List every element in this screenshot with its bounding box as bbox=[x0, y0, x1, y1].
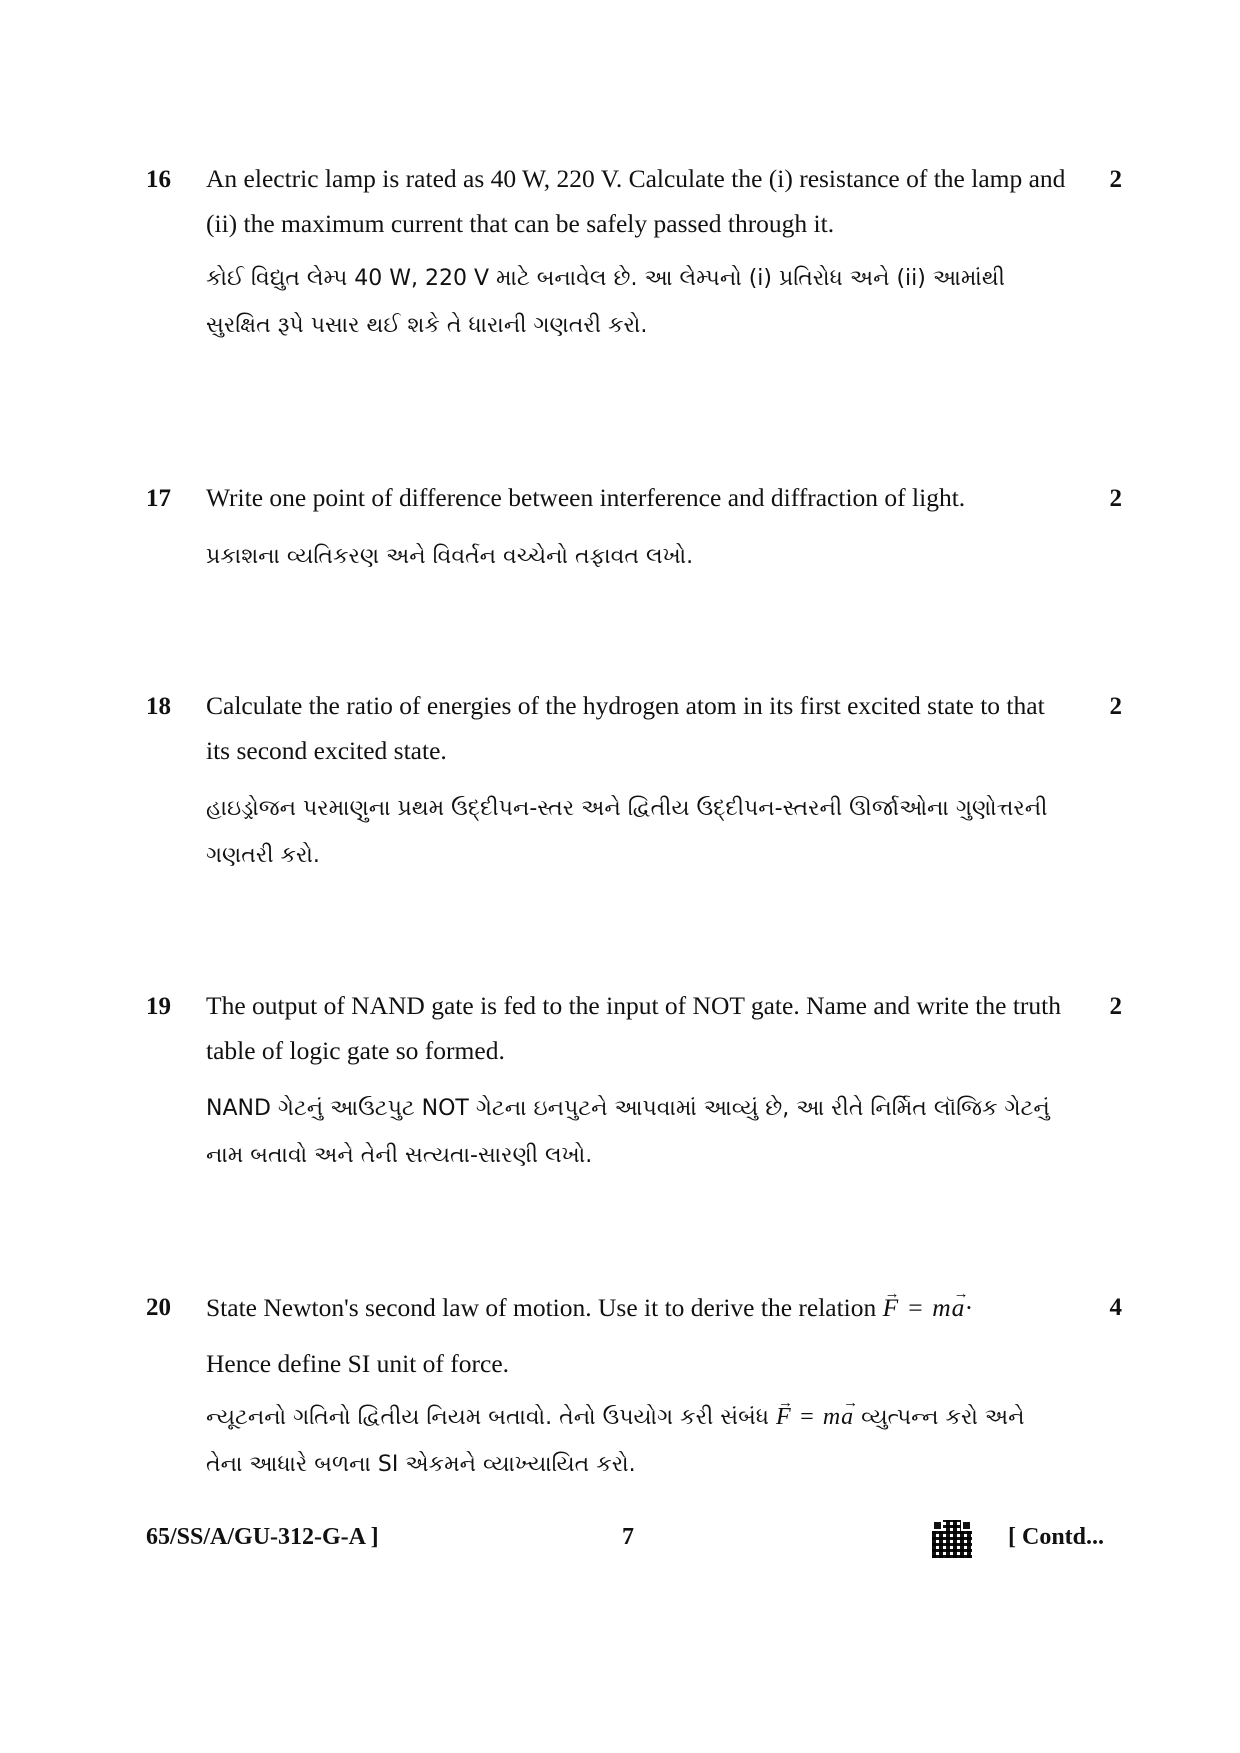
vector-a: → a bbox=[841, 1394, 854, 1441]
question-text-english: Write one point of difference between interference and diffraction of light. bbox=[206, 483, 966, 512]
question-text-english bbox=[206, 1280, 1066, 1392]
question-text-gujarati: હાઇડ્રોજન પરમાણુના પ્રથમ ઉદ્દીપન-સ્તર અને દ્વિતીય ઉદ્દીપન-સ્તરની ઊર્જાઓના ગુણોત્તરની ગણતરી કરો. bbox=[206, 796, 1048, 868]
question-text-gujarati-part1: ન્યૂટનનો ગતિનો દ્વિતીય નિયમ બતાવો. તેનો ઉપયોગ કરી સંબંધ bbox=[206, 1405, 769, 1430]
question-number: 20 bbox=[146, 1294, 171, 1321]
page-footer bbox=[0, 1524, 1240, 1564]
vector-a: → a bbox=[952, 1280, 966, 1336]
equation-mass: m bbox=[932, 1293, 952, 1322]
equation-equals: = bbox=[791, 1404, 823, 1430]
question-number: 17 bbox=[146, 485, 171, 512]
question-text-english: An electric lamp is rated as 40 W, 220 V. Calculate the (i) resistance of the lamp and (ii) the maximum current that can be safely passed through it. bbox=[206, 164, 1066, 238]
question-number: 18 bbox=[146, 693, 171, 720]
question-text-english: Calculate the ratio of energies of the hydrogen atom in its first excited state to that its second excited state. bbox=[206, 691, 1045, 765]
question-marks: 2 bbox=[1109, 993, 1122, 1020]
question-marks: 2 bbox=[1109, 485, 1122, 512]
equation-mass: m bbox=[822, 1404, 842, 1430]
question-text-english-part2: Hence define SI unit of force. bbox=[206, 1349, 510, 1378]
question-text-gujarati-part2: વ્યુત્પન્ન કરો અને તેના આધારે બળના SI એકમને વ્યાખ્યાયિત કરો. bbox=[206, 1405, 1025, 1477]
vector-f: → F bbox=[883, 1280, 900, 1336]
equation-equals: = bbox=[899, 1293, 933, 1322]
paper-code: 65/SS/A/GU-312-G-A ] bbox=[146, 1524, 379, 1550]
question-text-gujarati: કોઈ વિદ્યુત લેમ્પ 40 W, 220 V માટે બનાવેલ છે. આ લેમ્પનો (i) પ્રતિરોધ અને (ii) આમાંથી સુરક્ષિત રૂપે પસાર થઈ શકે તે ધારાની ગણતરી કરો. bbox=[206, 266, 1005, 338]
question-marks: 2 bbox=[1109, 693, 1122, 720]
continued-label: [ Contd... bbox=[1008, 1524, 1105, 1550]
qr-code-icon bbox=[932, 1520, 972, 1558]
question-text-gujarati: NAND ગેટનું આઉટપુટ NOT ગેટના ઇનપુટને આપવામાં આવ્યું છે, આ રીતે નિર્મિત લૉજિક ગેટનું નામ બતાવો અને તેની સત્યતા-સારણી લખો. bbox=[206, 1096, 1050, 1168]
question-text-english: The output of NAND gate is fed to the input of NOT gate. Name and write the truth table of logic gate so formed. bbox=[206, 991, 1061, 1065]
question-marks: 4 bbox=[1109, 1294, 1122, 1321]
question-text-english-part1: State Newton's second law of motion. Use it to derive the relation bbox=[206, 1293, 877, 1322]
question-number: 19 bbox=[146, 993, 171, 1020]
question-number: 16 bbox=[146, 166, 171, 193]
equation-end: · bbox=[965, 1293, 973, 1322]
equation-f-equals-ma bbox=[776, 1404, 854, 1430]
question-marks: 2 bbox=[1109, 166, 1122, 193]
page-number: 7 bbox=[622, 1524, 634, 1550]
question-text-gujarati: પ્રકાશના વ્યતિકરણ અને વિવર્તન વચ્ચેનો તફાવત લખો. bbox=[206, 544, 694, 569]
question-text-gujarati bbox=[206, 1394, 1066, 1488]
vector-f: → F bbox=[776, 1394, 792, 1441]
equation-f-equals-ma bbox=[883, 1293, 973, 1322]
